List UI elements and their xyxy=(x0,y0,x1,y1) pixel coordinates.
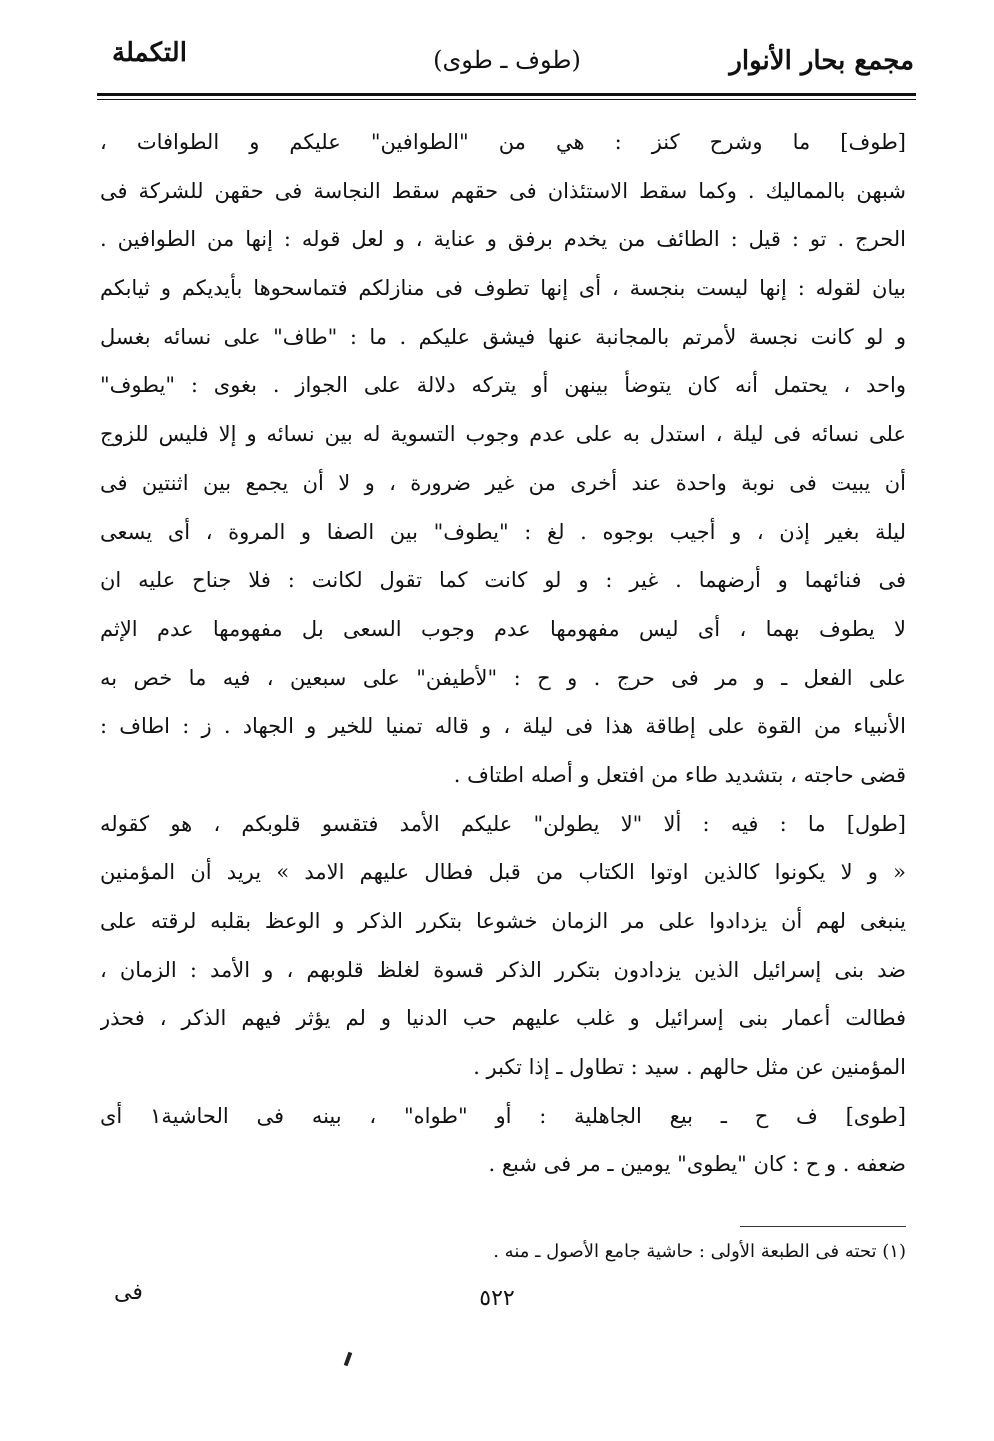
catchword: فى xyxy=(114,1280,143,1305)
page-number: ٥٢٢ xyxy=(479,1286,515,1311)
text-line: أن يبيت فى نوبة واحدة عند أخرى من غير ضرورة ، و لا أن يجمع بين اثنتين فى xyxy=(100,470,906,495)
text-line: « و لا يكونوا كالذين اوتوا الكتاب من قبل فطال عليهم الامد » يريد أن المؤمنين xyxy=(100,860,906,885)
text-line: ليلة بغير إذن ، و أجيب بوجوه . لغ : "يطوف" بين الصفا و المروة ، أى يسعى xyxy=(100,519,906,544)
text-line: [طوف] ما وشرح كنز : هي من "الطوافين" عليكم و الطوافات ، xyxy=(100,130,906,154)
text-line: الحرج . تو : قيل : الطائف من يخدم برفق و عناية ، و لعل قوله : إنها من الطوافين . xyxy=(100,227,906,252)
stray-mark xyxy=(344,1352,353,1367)
header-rule-thin xyxy=(97,99,916,100)
text-line: [طول] ما : فيه : ألا "لا يطولن" عليكم الأمد فتقسو قلوبكم ، هو كقوله xyxy=(100,811,906,836)
footnote: (١) تحته فى الطبعة الأولى : حاشية جامع الأصول ـ منه . xyxy=(493,1241,906,1262)
book-title: مجمع بحار الأنوار xyxy=(729,46,914,76)
footnote-rule xyxy=(740,1226,906,1227)
text-line: الأنبياء من القوة على إطاقة هذا فى ليلة ، و قاله تمنيا للخير و الجهاد . ز : اطاف : xyxy=(100,714,906,739)
text-line: فى فنائهما و أرضهما . غير : و لو كانت كما تقول لكانت : فلا جناح عليه ان xyxy=(100,568,906,593)
text-line: قضى حاجته ، بتشديد طاء من افتعل و أصله اطتاف . xyxy=(453,762,906,787)
body-text xyxy=(100,118,906,1189)
text-line: ينبغى لهم أن يزدادوا على مر الزمان خشوعا بتكرر الذكر و الوعظ بقلبه لرقته على xyxy=(100,909,906,933)
text-line: لا يطوف بهما ، أى ليس مفهومها عدم وجوب السعى بل مفهومها عدم الإثم xyxy=(100,616,906,641)
text-line: واحد ، يحتمل أنه كان يتوضأ بينهن أو يتركه دلالة على الجواز . بغوى : "يطوف" xyxy=(100,373,906,398)
text-line: و لو كانت نجسة لأمرتم بالمجانبة عنها فيشق عليكم . ما : "طاف" على نسائه بغسل xyxy=(100,324,906,349)
text-line: على الفعل ـ و مر فى حرج . و ح : "لأطيفن" على سبعين ، فيه ما خص به xyxy=(100,665,906,690)
text-line: ضد بنى إسرائيل الذين يزدادون بتكرر الذكر قسوة لغلظ قلوبهم ، و الأمد : الزمان ، xyxy=(100,957,906,982)
text-line: شبهن بالمماليك . وكما سقط الاستئذان فى حقهم سقط النجاسة فى حقهن للشركة فى xyxy=(100,178,906,203)
text-line: المؤمنين عن مثل حالهم . سيد : تطاول ـ إذا تكبر . xyxy=(473,1055,906,1080)
text-line: بيان لقوله : إنها ليست بنجسة ، أى إنها تطوف فى منازلكم فتماسحوها بأيديكم و ثيابكم xyxy=(100,276,906,301)
text-line: فطالت أعمار بنى إسرائيل و غلب عليهم حب الدنيا و لم يؤثر فيهم الذكر ، فحذر xyxy=(100,1006,906,1031)
text-line: ضعفه . و ح : كان "يطوى" يومين ـ مر فى شبع . xyxy=(488,1152,906,1177)
entry-range: (طوف ـ طوى) xyxy=(433,46,581,74)
header-rule-thick xyxy=(97,93,916,96)
volume-label: التكملة xyxy=(112,38,187,68)
running-header xyxy=(100,38,914,90)
text-line: [طوى] ف ح ـ بيع الجاهلية : أو "طواه" ، بينه فى الحاشية١ أى xyxy=(100,1103,906,1128)
text-line: على نسائه فى ليلة ، استدل به على عدم وجوب التسوية له بين نسائه و إلا فليس للزوج xyxy=(100,422,906,447)
